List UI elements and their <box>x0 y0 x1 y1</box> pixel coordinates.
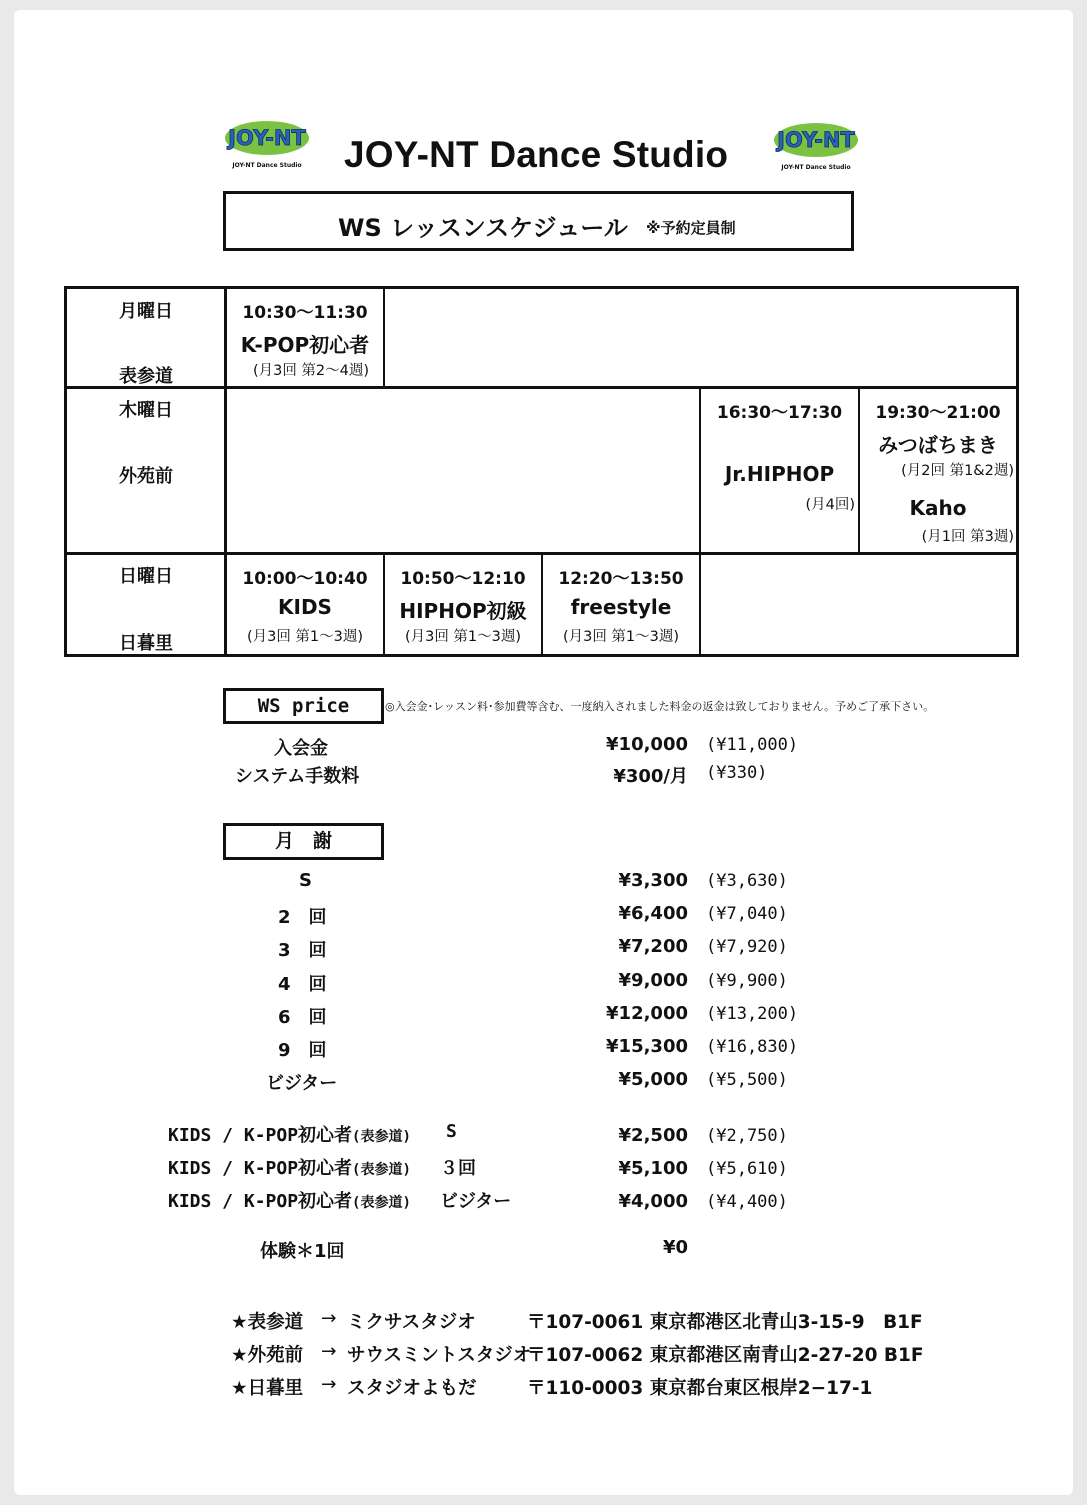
location-studio: ミクサスタジオ <box>347 1312 476 1333</box>
class-time: 10:50～12:10 <box>400 569 526 589</box>
schedule-sheet <box>14 10 1073 1495</box>
monthly-price: ¥12,000 <box>606 1003 688 1024</box>
kids-price: ¥2,500 <box>618 1125 688 1146</box>
location-address: 〒107-0062 東京都港区南青山2-27-20 B1F <box>527 1345 924 1366</box>
monthly-price: ¥7,200 <box>618 936 688 957</box>
class-slot <box>543 555 699 654</box>
monthly-label: 9 回 <box>278 1040 327 1061</box>
monthly-label: ビジター <box>266 1073 338 1094</box>
class-frequency: (月3回 第1～3週) <box>246 629 364 645</box>
schedule-title: WS レッスンスケジュール <box>338 214 628 242</box>
day-monday: 月曜日 <box>119 301 173 322</box>
monthly-price: ¥6,400 <box>618 903 688 924</box>
class-name: K-POP初心者 <box>240 333 370 357</box>
monthly-tax: (¥5,500) <box>706 1070 788 1090</box>
class-frequency: (月3回 第2～4週) <box>252 363 370 379</box>
class-frequency: (月2回 第1&2週) <box>901 463 1014 479</box>
class-slot <box>860 389 1016 552</box>
location-arrow: → <box>321 1341 337 1362</box>
monthly-tax: (¥16,830) <box>706 1037 799 1057</box>
monthly-price: ¥15,300 <box>606 1036 688 1057</box>
schedule-table <box>64 286 1019 657</box>
reservation-note: ※予約定員制 <box>646 219 736 237</box>
schedule-title-box <box>223 191 854 251</box>
studio-logo-right: JOY-NT JOY-NT Dance Studio <box>771 114 861 176</box>
location-address: 〒110-0003 東京都台東区根岸2−17-1 <box>527 1378 873 1399</box>
kids-price-option: ビジター <box>440 1191 512 1212</box>
fee-label: システム手数料 <box>235 766 360 787</box>
svg-text:JOY-NT: JOY-NT <box>777 128 855 152</box>
class-frequency: (月3回 第1～3週) <box>404 629 522 645</box>
location-area: ★日暮里 <box>231 1378 304 1399</box>
location-arrow: → <box>321 1308 337 1329</box>
class-name: HIPHOP初級 <box>399 599 527 623</box>
trial-price: ¥0 <box>662 1237 688 1258</box>
class-name: freestyle <box>570 595 672 619</box>
refund-note: ◎入会金･レッスン料･参加費等含む、一度納入されました料金の返金は致しておりません。予めご了承下さい。 <box>385 700 935 713</box>
class-time: 16:30～17:30 <box>716 403 843 423</box>
monthly-label: 4 回 <box>278 974 327 995</box>
fee-tax: (¥11,000) <box>706 735 799 755</box>
class-frequency-2: (月1回 第3週) <box>921 529 1014 545</box>
place-nippori: 日暮里 <box>119 633 173 654</box>
monthly-label: 2 回 <box>278 907 327 928</box>
day-sunday: 日曜日 <box>119 566 173 587</box>
location-area: ★表参道 <box>231 1312 304 1333</box>
location-studio: サウスミントスタジオ <box>347 1345 532 1366</box>
monthly-tax: (¥7,920) <box>706 937 788 957</box>
kids-price: ¥5,100 <box>618 1158 688 1179</box>
fee-label: 入会金 <box>274 738 328 759</box>
location-area: ★外苑前 <box>231 1345 304 1366</box>
place-omotesando: 表参道 <box>119 366 173 387</box>
class-time: 10:30～11:30 <box>242 303 368 323</box>
class-time: 10:00～10:40 <box>242 569 368 589</box>
class-name: Jr.HIPHOP <box>724 462 835 486</box>
monthly-label: S <box>299 870 312 891</box>
monthly-price: ¥9,000 <box>618 970 688 991</box>
kids-tax: (¥2,750) <box>706 1126 788 1146</box>
class-slot <box>227 289 383 386</box>
kids-price-option: ３回 <box>440 1158 476 1179</box>
monthly-price: ¥3,300 <box>618 870 688 891</box>
class-name-2: Kaho <box>909 496 967 520</box>
kids-tax: (¥5,610) <box>706 1159 788 1179</box>
class-slot <box>227 555 383 654</box>
monthly-tax: (¥7,040) <box>706 904 788 924</box>
class-slot <box>701 389 858 552</box>
svg-text:JOY-NT: JOY-NT <box>228 126 306 150</box>
location-address: 〒107-0061 東京都港区北青山3-15-9 B1F <box>527 1312 923 1333</box>
class-frequency: (月4回) <box>805 497 855 513</box>
fee-price: ¥300/月 <box>613 766 688 787</box>
class-name: みつばちまき <box>878 433 998 457</box>
studio-name: JOY-NT Dance Studio <box>344 134 729 175</box>
studio-logo-left: JOY-NT JOY-NT Dance Studio <box>222 112 312 174</box>
fee-tax: (¥330) <box>706 763 768 783</box>
kids-price-label: KIDS / K-POP初心者(表参道) <box>168 1191 411 1212</box>
class-time: 19:30～21:00 <box>875 403 1001 423</box>
monthly-fee-tag: 月 謝 <box>223 823 384 860</box>
ws-price-tag: WS price <box>223 688 384 724</box>
monthly-tax: (¥13,200) <box>706 1004 799 1024</box>
kids-tax: (¥4,400) <box>706 1192 788 1212</box>
location-arrow: → <box>321 1374 337 1395</box>
location-studio: スタジオよもだ <box>347 1378 477 1399</box>
kids-price-option: S <box>446 1121 457 1142</box>
kids-price: ¥4,000 <box>618 1191 688 1212</box>
day-thursday: 木曜日 <box>119 400 173 421</box>
class-frequency: (月3回 第1～3週) <box>562 629 680 645</box>
place-gaienmae: 外苑前 <box>119 466 173 487</box>
class-name: KIDS <box>278 595 332 619</box>
trial-label: 体験＊1回 <box>260 1241 345 1262</box>
kids-price-label: KIDS / K-POP初心者(表参道) <box>168 1158 411 1179</box>
monthly-label: 3 回 <box>278 940 327 961</box>
class-time: 12:20～13:50 <box>558 569 684 589</box>
kids-price-label: KIDS / K-POP初心者(表参道) <box>168 1125 411 1146</box>
monthly-tax: (¥9,900) <box>706 971 788 991</box>
fee-price: ¥10,000 <box>606 734 688 755</box>
monthly-price: ¥5,000 <box>618 1069 688 1090</box>
monthly-label: 6 回 <box>278 1007 327 1028</box>
class-slot <box>385 555 541 654</box>
monthly-tax: (¥3,630) <box>706 871 788 891</box>
